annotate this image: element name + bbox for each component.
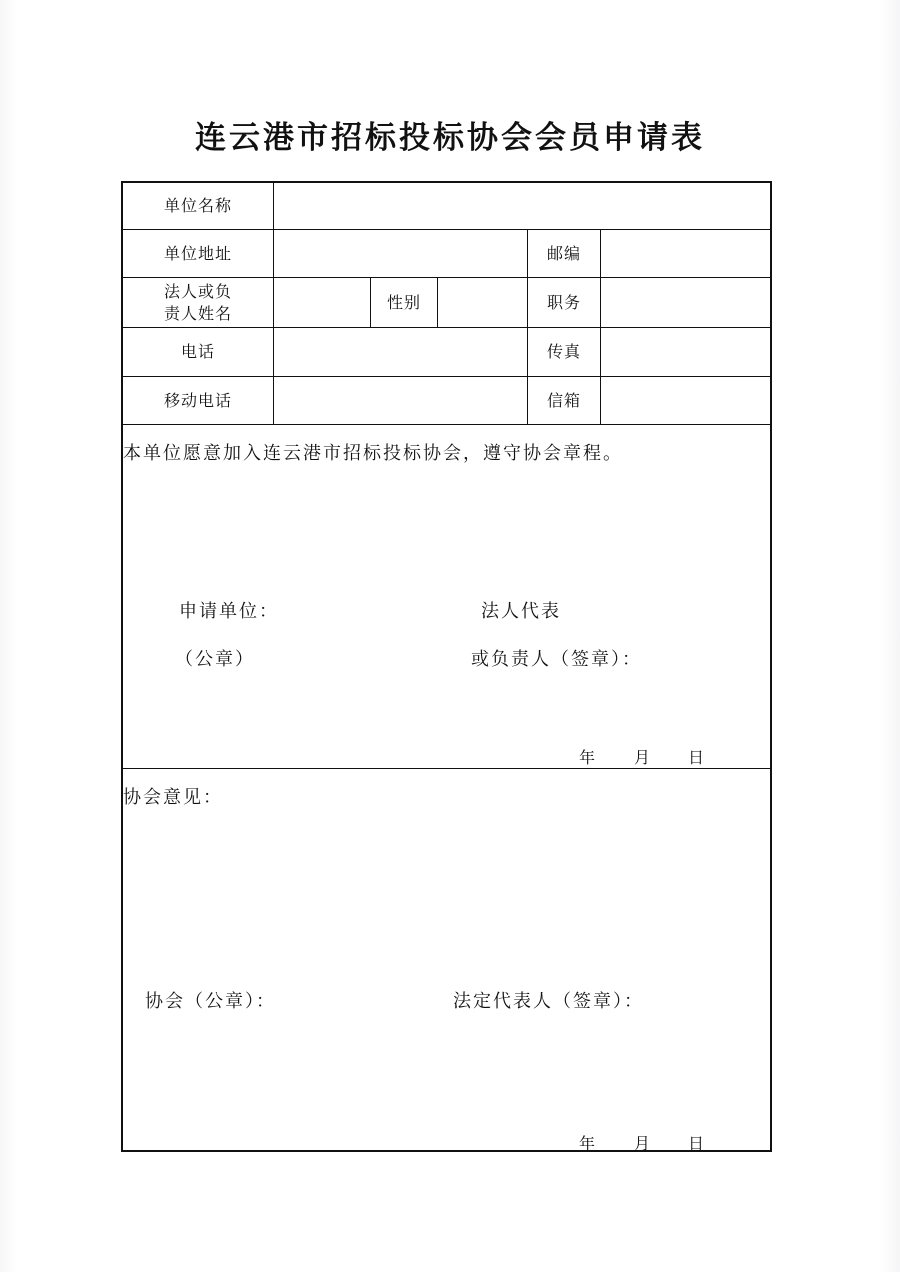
association-seal-label: 协会（公章）： — [145, 991, 276, 1012]
declaration-date-month: 月 — [634, 748, 653, 767]
email-label: 信箱 — [546, 390, 581, 410]
application-form — [121, 181, 772, 1152]
association-date-year: 年 — [579, 1134, 598, 1153]
legal-rep-label: 法人代表 — [481, 601, 561, 622]
legal-person-label-line1: 法人或负 — [163, 281, 232, 301]
fax-label: 传真 — [546, 342, 581, 361]
postcode-field[interactable] — [601, 230, 770, 277]
email-field[interactable] — [601, 377, 770, 424]
mobile-field[interactable] — [274, 377, 527, 424]
responsible-sign-label: 或负责人（签章）： — [471, 649, 642, 670]
association-date-day: 日 — [688, 1134, 707, 1153]
unit-address-label: 单位地址 — [163, 243, 232, 263]
legal-person-label-line2: 责人姓名 — [163, 303, 232, 323]
association-opinion-field[interactable] — [123, 813, 770, 963]
official-seal-label: （公章） — [175, 649, 255, 670]
gender-field[interactable] — [438, 278, 527, 327]
declaration-date-day: 日 — [688, 748, 707, 767]
unit-name-field[interactable] — [274, 183, 770, 229]
declaration-statement: 本单位愿意加入连云港市招标投标协会，遵守协会章程。 — [123, 443, 623, 464]
section-divider — [123, 768, 770, 769]
phone-label: 电话 — [180, 342, 215, 361]
phone-field[interactable] — [274, 328, 527, 376]
legal-person-label — [123, 278, 273, 327]
mobile-label: 移动电话 — [163, 390, 232, 410]
legal-representative-sign-label: 法定代表人（签章）： — [453, 991, 644, 1012]
association-opinion-label: 协会意见： — [123, 787, 223, 808]
gender-label: 性别 — [386, 292, 421, 312]
postcode-label: 邮编 — [546, 243, 581, 263]
fax-field[interactable] — [601, 328, 770, 376]
form-title: 连云港市招标投标协会会员申请表 — [195, 120, 705, 156]
position-label: 职务 — [546, 292, 581, 312]
applicant-unit-label: 申请单位： — [179, 601, 279, 622]
row-divider-5 — [123, 424, 770, 425]
association-date-month: 月 — [634, 1134, 653, 1153]
unit-name-label: 单位名称 — [163, 196, 232, 215]
unit-address-field[interactable] — [274, 230, 527, 277]
position-field[interactable] — [601, 278, 770, 327]
declaration-date-year: 年 — [579, 748, 598, 767]
legal-person-field[interactable] — [274, 278, 370, 327]
